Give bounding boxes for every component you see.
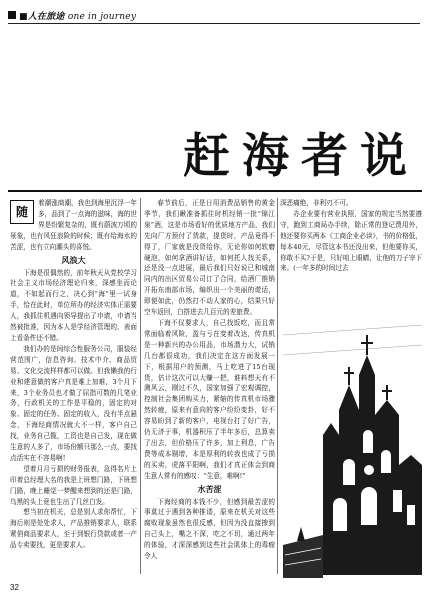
paragraph: 深恶痛绝，非利刃不可。 [280, 199, 353, 207]
paragraph: 想当初在机关，总是别人求你帮忙，下海后则是处处求人，产品推销要求人，联系紧俏商品要求人，至于到银行贷款或者一产品专卖要找，更是要求人。 [10, 508, 137, 550]
section-subtitle: one in journey [67, 12, 137, 22]
section-marker-icon [8, 11, 16, 19]
column-3 [280, 198, 422, 316]
subheading: 风浪大 [61, 254, 86, 265]
column-divider [140, 198, 141, 574]
title-rule [8, 190, 422, 192]
header-rule [8, 23, 420, 24]
section-header [19, 9, 136, 22]
paragraph: 望着月月亏损的财务报表，急得名片上印着总经理大名的我是上班想门路，下班想门路，晚上睡觉一梦醒来想到的还是门路，乌黑的头上竟也生出了几丝白发。 [10, 464, 137, 506]
article-title: 赶海者说 [183, 129, 419, 184]
page-number: 32 [10, 583, 19, 592]
paragraph: 下海是很偶然的，前年秋天从党校学习社会主义市场经济理论归来，深感坐而论道，不如起而行之，决心到“海”里一试身手，恰在此时，单位所办的经济实体正需要人，我抓住机遇向领导提出了申请，申请当然被批准，因为本人是学经济管理的，表面上看条件还不错。 [10, 268, 137, 342]
paragraph: 我们办的是间综合性服务公司，服装经营范围广，信息咨询、技术中介、商品贸易、文化交流样样都可以做。但我懒我的行业和建意做的客户真是难上加难，3个月下来，3个业务员也才做了屈指可数的几笔业务，行政机关的工作是平稳的，固定的对象、固定的任务、固定的收入，没有半点悬念，下海经商情况就大不一样，客户自己找，业务自己揽，工资也是自己发，现在做生意的人多了，市场份额只那么一点，要找点活实在不容易啊! [10, 344, 137, 462]
paragraph: 办企业要有营业执照，国家的规定当然要遵守，跑到工商局办手续，除正常的登记费用外，他还要你买两本《工商企业必读》，书的价格低，每本40元，尽管这本书还没出来，但他要你买，你敢不买?于是，只好咱上眼睛，让他的刀子宰下来。(一年多的时间过去 [280, 209, 422, 273]
paragraph: 春节前后，正是日用消费品销售的黄金季节，我们瞅准备抓住时机经销一批“锦江泉”酒，这是市场看好的优质地方产品，我们先向厂方预付了货款，提货时，产品竟得不得了，厂家就是没货给你，无论你如何软磨硬泡，如何拿酒讲好话，如何托人找关系，还是没一点进展，最后我们只好说已和城南同内的出区贸易公司订了合同，给酒厂推销开拓东南部市场，编织出一个美丽的谎话，即便如此，仍然打不动人家的心，结果只好空车返回，白搭进去几百元的差旅费。 [144, 199, 275, 317]
section-title: ■人在旅途 [19, 12, 65, 22]
paragraph: 着潮涨商潮，我也到海里沉浮一年多，品到了一点海的滋味，海的世界是纷繁复杂的，既有蔚波万顷的景象，也有风狂浪险的时候；既有给海水的苦涩，也有立向潮头的喜悦。 [10, 199, 137, 251]
paragraph: 下海不仅要求人，自己找饭吃，而且常常面临着风险，盈与亏在变着改达，传真机是一种新兴的办公用品，市场潜力大，试销几台都很成功，我们决定在这方面发展一下，根据用户的预测，马上吃进了15台现货，估计这次可以大赚一把，谁料想天有不测风云，刚过不久，国家加强了宏观调控，控制社会集团购买力，紧缩的传真机市场骤然转疲，原来有意向的客户纷纷变卦，好不容易盼到了新的客户，电视台打了好广告，仍无济于事，机器积压了半年多后，总算卖了出去，但价格压了许多，加上利息，广告费等成本剔增，本是厚利的转我也成了亏损的买卖，虎落平阳啊，我们才真正体会到商生意人常有的感叹：“生意，难啊!” [144, 318, 275, 480]
column-2 [144, 198, 275, 574]
column-divider [277, 198, 278, 574]
woodcut-illustration [283, 315, 422, 578]
paragraph: 下海经商的本钱不少，但感到最苦涩的事莫过于遇到各种推诿，原来在机关对这些腐败现象虽然也很反感，但因为没直接掺到自己头上，嘴之不深，吃之不切，通过两年的体验，才深深感到这些社会肌体上的毒瘤令人 [144, 497, 275, 561]
column-1 [10, 198, 137, 574]
drop-cap: 随 [10, 200, 34, 224]
subheading: 水苦涩 [197, 483, 222, 494]
